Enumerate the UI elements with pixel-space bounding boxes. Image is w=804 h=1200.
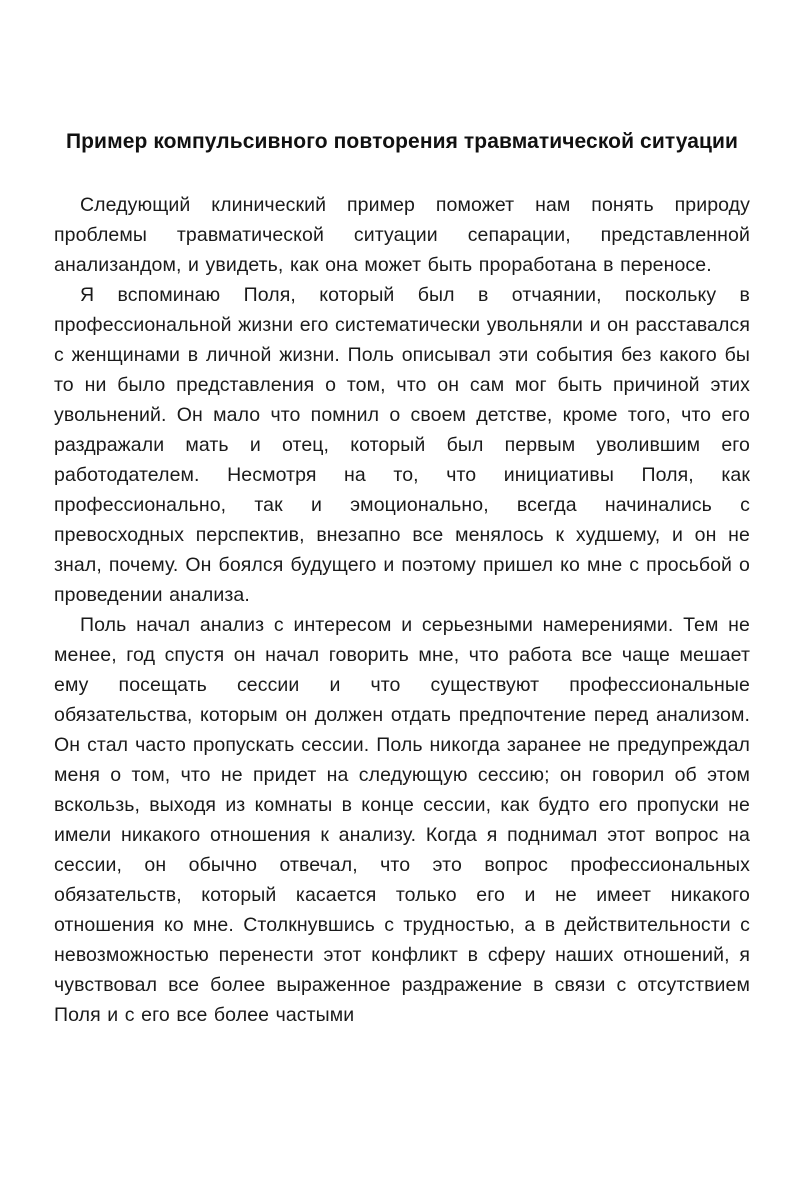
- page-title: Пример компульсивного повторения травматической ситуации: [65, 130, 739, 153]
- paragraph-1: Следующий клинический пример поможет нам понять природу проблемы травматической ситуации сепарации, представленной анализандом, и увидеть, как она может быть проработана в переносе.: [54, 194, 750, 276]
- paragraph-2: Я вспоминаю Поля, который был в отчаянии, поскольку в профессиональной жизни его систематически увольняли и он расставался с женщинами в личной жизни. Поль описывал эти события без какого бы то ни было представления о том, что он сам мог быть причиной этих увольнений. Он мало что помнил о своем детстве, кроме того, что его раздражали мать и отец, который был первым уволившим его работодателем. Несмотря на то, что инициативы Поля, как профессионально, так и эмоционально, всегда начинались с превосходных перспектив, внезапно все менялось к худшему, и он не знал, почему. Он боялся будущего и поэтому пришел ко мне с просьбой о проведении анализа.: [54, 284, 750, 606]
- page-body-text: [54, 190, 750, 1030]
- paragraph-3: Поль начал анализ с интересом и серьезными намерениями. Тем не менее, год спустя он начал говорить мне, что работа все чаще мешает ему посещать сессии и что существуют профессиональные обязательства, которым он должен отдать предпочтение перед анализом. Он стал часто пропускать сессии. Поль никогда заранее не предупреждал меня о том, что не придет на следующую сессию; он говорил об этом вскользь, выходя из комнаты в конце сессии, как будто его пропуски не имели никакого отношения к анализу. Когда я поднимал этот вопрос на сессии, он обычно отвечал, что это вопрос профессиональных обязательств, который касается только его и не имеет никакого отношения ко мне. Столкнувшись с трудностью, а в действительности с невозможностью перенести этот конфликт в сферу наших отношений, я чувствовал все более выраженное раздражение в связи с отсутствием Поля и с его все более частыми: [54, 614, 750, 1026]
